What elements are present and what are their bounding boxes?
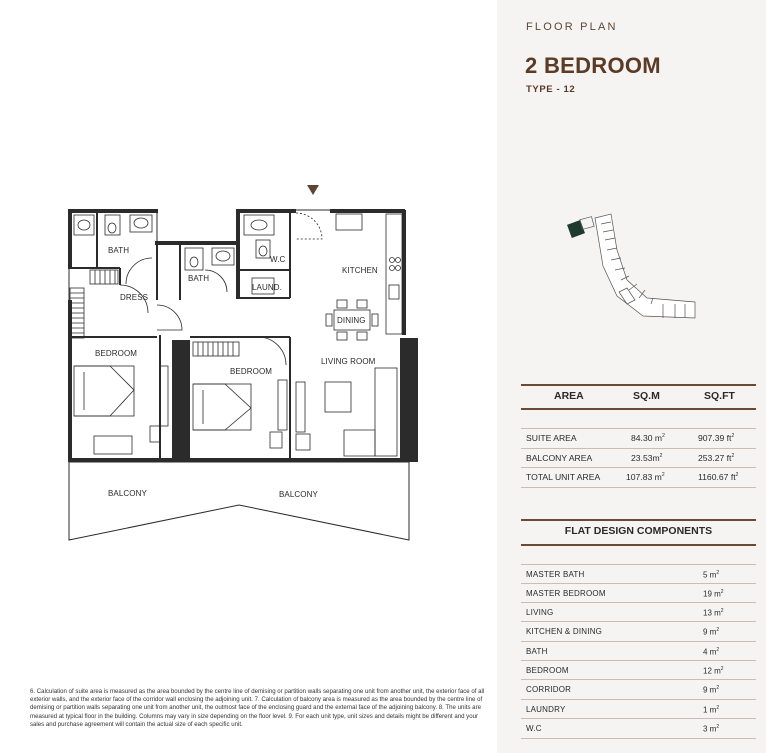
room-label-dress: DRESS [120, 293, 149, 302]
area-row: BALCONY AREA $23.53m^2$ 253.27 $ft^2$ [526, 453, 735, 463]
room-label-kitchen: KITCHEN [342, 266, 378, 275]
col-header-area: AREA [554, 390, 584, 402]
list-item: KITCHEN & DINING 9 $m^2$ [526, 627, 720, 637]
room-label-bath: BATH [108, 246, 130, 255]
room-label-laundry: LAUND. [252, 283, 282, 292]
divider [521, 544, 756, 546]
divider [521, 408, 756, 410]
divider [521, 487, 756, 488]
unit-title: 2 BEDROOM [525, 53, 661, 78]
area-row: TOTAL UNIT AREA 107.83 $m^2$ 1160.67 $ft^2$ [526, 472, 739, 482]
room-label-balcony-2: BALCONY [279, 490, 318, 499]
section-label: FLOOR PLAN [526, 21, 618, 33]
info-panel [497, 0, 766, 753]
list-item: W.C 3 $m^2$ [526, 724, 720, 734]
list-item: LIVING 13 $m^2$ [526, 608, 724, 618]
building-key-plan [567, 210, 702, 335]
list-item: BATH 4 $m^2$ [526, 647, 720, 657]
col-header-sqm: SQ.M [633, 390, 660, 402]
list-item: LAUNDRY 1 $m^2$ [526, 705, 720, 715]
triangle-down-icon [307, 185, 319, 195]
room-label-wc: W.C [270, 255, 286, 264]
room-label-dining: DINING [337, 316, 366, 325]
list-item: MASTER BATH 5 $m^2$ [526, 570, 720, 580]
room-label-bedroom-2: BEDROOM [230, 367, 273, 376]
room-label-bath-2: BATH [188, 274, 210, 283]
list-item: MASTER BEDROOM 19 $m^2$ [526, 589, 724, 599]
area-table-header [521, 386, 756, 408]
footnote: 6. Calculation of suite area is measured as the area bounded by the centre line of demising or partition walls separating one unit from another unit, the exterior face of all exterior walls, and the exterior face of the corridor wall enclosing the adjoining unit. 7. Calculation of balcony area is measured as the area bounded by the centre line of demising or partition walls separating one unit from another unit, the outmost face of the enclosing guard and the external face of the adjoining balcony. 8. The units are measured at typical floor in the building. Columns may vary in size depending on the floor level. 9. For each unit type, unit sizes and details might be different and your sales and purchase agreement will contain the actual size of each specific unit. [30, 688, 485, 728]
room-label-bedroom: BEDROOM [95, 349, 138, 358]
divider [521, 519, 756, 521]
room-label-balcony: BALCONY [108, 489, 147, 498]
components-title: FLAT DESIGN COMPONENTS [564, 525, 713, 537]
col-header-sqft: SQ.FT [704, 390, 735, 402]
area-row: SUITE AREA 84.30 $m^2$ 907.39 $ft^2$ [526, 433, 735, 443]
list-item: BEDROOM 12 $m^2$ [526, 666, 724, 676]
unit-type: TYPE - 12 [526, 84, 576, 95]
room-label-living-room: LIVING ROOM [321, 357, 376, 366]
list-item: CORRIDOR 9 $m^2$ [526, 685, 720, 695]
